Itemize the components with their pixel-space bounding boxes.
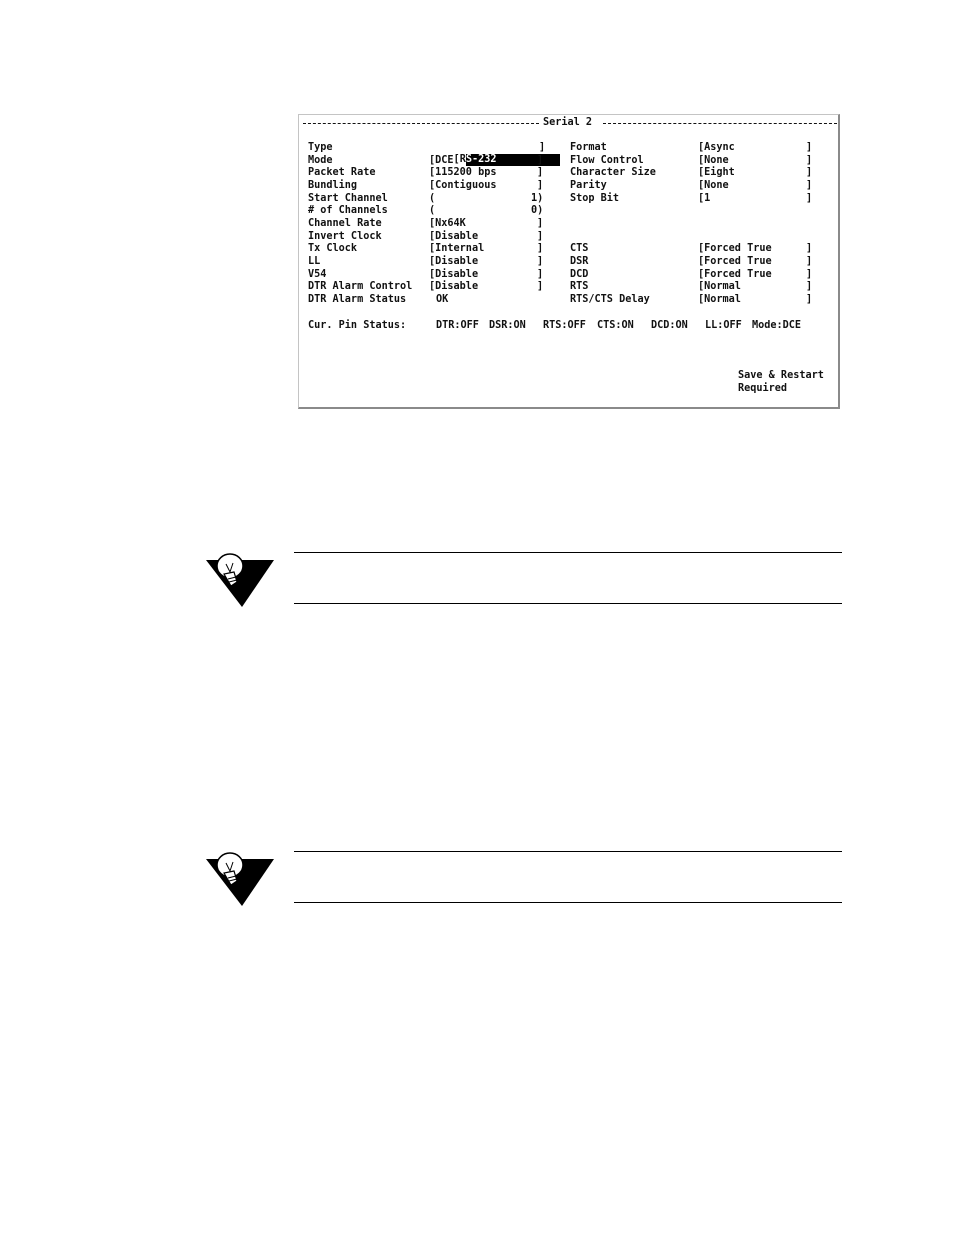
- pin-status-rts: RTS:OFF: [543, 320, 586, 331]
- label-tx-clock: Tx Clock: [308, 243, 358, 254]
- label-v54: V54: [308, 269, 327, 280]
- field-start-channel-open[interactable]: (: [429, 193, 436, 204]
- label-rts-cts-delay: RTS/CTS Delay: [570, 294, 650, 305]
- field-invert-clock-value: Disable: [435, 231, 479, 242]
- field-channel-rate-close: ]: [537, 218, 544, 229]
- field-type-open: [: [453, 154, 460, 165]
- field-character-size-close: ]: [806, 167, 813, 178]
- note-1-top-rule: [294, 552, 842, 553]
- field-stop-bit-close: ]: [806, 193, 813, 204]
- field-dtr-alarm-control-value: Disable: [435, 281, 479, 292]
- label-dcd: DCD: [570, 269, 589, 280]
- field-start-channel-close: ): [537, 193, 544, 204]
- field-mode-open: [: [429, 155, 436, 166]
- label-flow-control: Flow Control: [570, 155, 644, 166]
- field-num-channels[interactable]: [531, 205, 543, 217]
- field-rts-cts-delay[interactable]: [Normal: [698, 294, 741, 305]
- field-dtr-alarm-control-open: [: [429, 281, 436, 292]
- note-block-1: [206, 552, 846, 608]
- save-restart-notice: Save & Restart: [738, 370, 824, 381]
- field-dtr-alarm-control[interactable]: [429, 281, 478, 293]
- field-tx-clock-close: ]: [537, 243, 544, 254]
- field-format-close: ]: [806, 142, 813, 153]
- field-v54[interactable]: [429, 269, 478, 281]
- save-restart-required: Required: [738, 383, 788, 394]
- label-format: Format: [570, 142, 607, 153]
- field-character-size-value: Eight: [704, 167, 735, 178]
- field-channel-rate-value: Nx64K: [435, 218, 466, 229]
- field-dtr-alarm-control-close: ]: [537, 281, 544, 292]
- field-packet-rate-value: 115200 bps: [435, 167, 497, 178]
- field-rts-close: ]: [806, 281, 813, 292]
- field-dtr-alarm-status: OK: [436, 294, 449, 305]
- field-flow-control-close: ]: [806, 155, 813, 166]
- field-type-first-char: R: [459, 154, 466, 165]
- label-bundling: Bundling: [308, 180, 358, 191]
- field-packet-rate-close: ]: [537, 167, 544, 178]
- field-character-size[interactable]: [Eight: [698, 167, 735, 178]
- field-format-value: Async: [704, 142, 735, 153]
- field-packet-rate[interactable]: [429, 167, 496, 179]
- label-cts: CTS: [570, 243, 589, 254]
- label-channel-rate: Channel Rate: [308, 218, 382, 229]
- field-bundling[interactable]: [429, 180, 496, 192]
- pin-status-cts: CTS:ON: [597, 320, 634, 331]
- field-ll-close: ]: [537, 256, 544, 267]
- field-invert-clock-open: [: [429, 231, 436, 242]
- field-rts-cts-delay-value: Normal: [704, 294, 741, 305]
- pin-status-dsr: DSR:ON: [489, 320, 526, 331]
- field-mode-close: ]: [537, 155, 544, 166]
- field-parity-value: None: [704, 180, 729, 191]
- label-dtr-alarm-control: DTR Alarm Control: [308, 281, 413, 292]
- field-bundling-close: ]: [537, 180, 544, 191]
- field-dsr-value: Forced True: [704, 256, 772, 267]
- field-rts[interactable]: [Normal: [698, 281, 741, 292]
- label-character-size: Character Size: [570, 167, 656, 178]
- field-channel-rate-open: [: [429, 218, 436, 229]
- field-dsr[interactable]: [Forced True: [698, 256, 772, 267]
- pin-status-label: Cur. Pin Status:: [308, 320, 407, 331]
- field-bundling-value: Contiguous: [435, 180, 497, 191]
- lightbulb-note-icon: [206, 851, 276, 907]
- label-packet-rate: Packet Rate: [308, 167, 376, 178]
- label-invert-clock: Invert Clock: [308, 231, 382, 242]
- field-invert-clock[interactable]: [429, 231, 478, 243]
- label-dtr-alarm-status: DTR Alarm Status: [308, 294, 407, 305]
- label-start-channel: Start Channel: [308, 193, 388, 204]
- field-invert-clock-close: ]: [537, 231, 544, 242]
- field-mode[interactable]: [429, 155, 454, 167]
- pin-status-mode: Mode:DCE: [752, 320, 802, 331]
- label-mode: Mode: [308, 155, 333, 166]
- title-dashes-left: [303, 123, 539, 124]
- field-flow-control-value: None: [704, 155, 729, 166]
- field-dcd-value: Forced True: [704, 269, 772, 280]
- field-ll-open: [: [429, 256, 436, 267]
- field-num-channels-open[interactable]: (: [429, 205, 436, 216]
- label-stop-bit: Stop Bit: [570, 193, 620, 204]
- field-stop-bit-value: 1: [704, 193, 711, 204]
- field-v54-close: ]: [537, 269, 544, 280]
- label-rts: RTS: [570, 281, 589, 292]
- label-type: Type: [308, 142, 333, 153]
- field-cts-value: Forced True: [704, 243, 772, 254]
- field-v54-value: Disable: [435, 269, 479, 280]
- field-tx-clock-open: [: [429, 243, 436, 254]
- note-1-bottom-rule: [294, 603, 842, 604]
- field-flow-control[interactable]: [None: [698, 155, 729, 166]
- title-dashes-right: [603, 123, 837, 124]
- field-mode-value: DCE: [435, 155, 454, 166]
- pin-status-dtr: DTR:OFF: [436, 320, 479, 331]
- label-num-channels: # of Channels: [308, 205, 388, 216]
- field-parity[interactable]: [None: [698, 180, 729, 191]
- field-bundling-open: [: [429, 180, 436, 191]
- field-packet-rate-open: [: [429, 167, 436, 178]
- field-cts-close: ]: [806, 243, 813, 254]
- field-format[interactable]: [Async: [698, 142, 735, 153]
- field-dcd-close: ]: [806, 269, 813, 280]
- field-ll-value: Disable: [435, 256, 479, 267]
- field-channel-rate[interactable]: [429, 218, 466, 230]
- field-ll[interactable]: [429, 256, 478, 268]
- window-title: Serial 2: [543, 117, 593, 128]
- field-start-channel[interactable]: [531, 193, 543, 205]
- field-num-channels-close: ): [537, 205, 544, 216]
- note-block-2: [206, 851, 846, 907]
- note-2-bottom-rule: [294, 902, 842, 903]
- field-start-channel-value: 1: [531, 193, 538, 204]
- field-tx-clock-value: Internal: [435, 243, 485, 254]
- label-parity: Parity: [570, 180, 607, 191]
- field-num-channels-value: 0: [531, 205, 538, 216]
- serial-config-terminal: [298, 114, 840, 409]
- lightbulb-note-icon: [206, 552, 276, 608]
- note-2-top-rule: [294, 851, 842, 852]
- field-cts[interactable]: [Forced True: [698, 243, 772, 254]
- pin-status-ll: LL:OFF: [705, 320, 742, 331]
- pin-status-dcd: DCD:ON: [651, 320, 688, 331]
- label-ll: LL: [308, 256, 321, 267]
- field-rts-value: Normal: [704, 281, 741, 292]
- field-dsr-close: ]: [806, 256, 813, 267]
- field-parity-close: ]: [806, 180, 813, 191]
- field-v54-open: [: [429, 269, 436, 280]
- field-rts-cts-delay-close: ]: [806, 294, 813, 305]
- field-type-highlight: S-232: [466, 154, 560, 166]
- label-dsr: DSR: [570, 256, 589, 267]
- field-dcd[interactable]: [Forced True: [698, 269, 772, 280]
- field-stop-bit[interactable]: [1: [698, 193, 711, 204]
- field-tx-clock[interactable]: [429, 243, 484, 255]
- field-type-close: ]: [539, 142, 546, 153]
